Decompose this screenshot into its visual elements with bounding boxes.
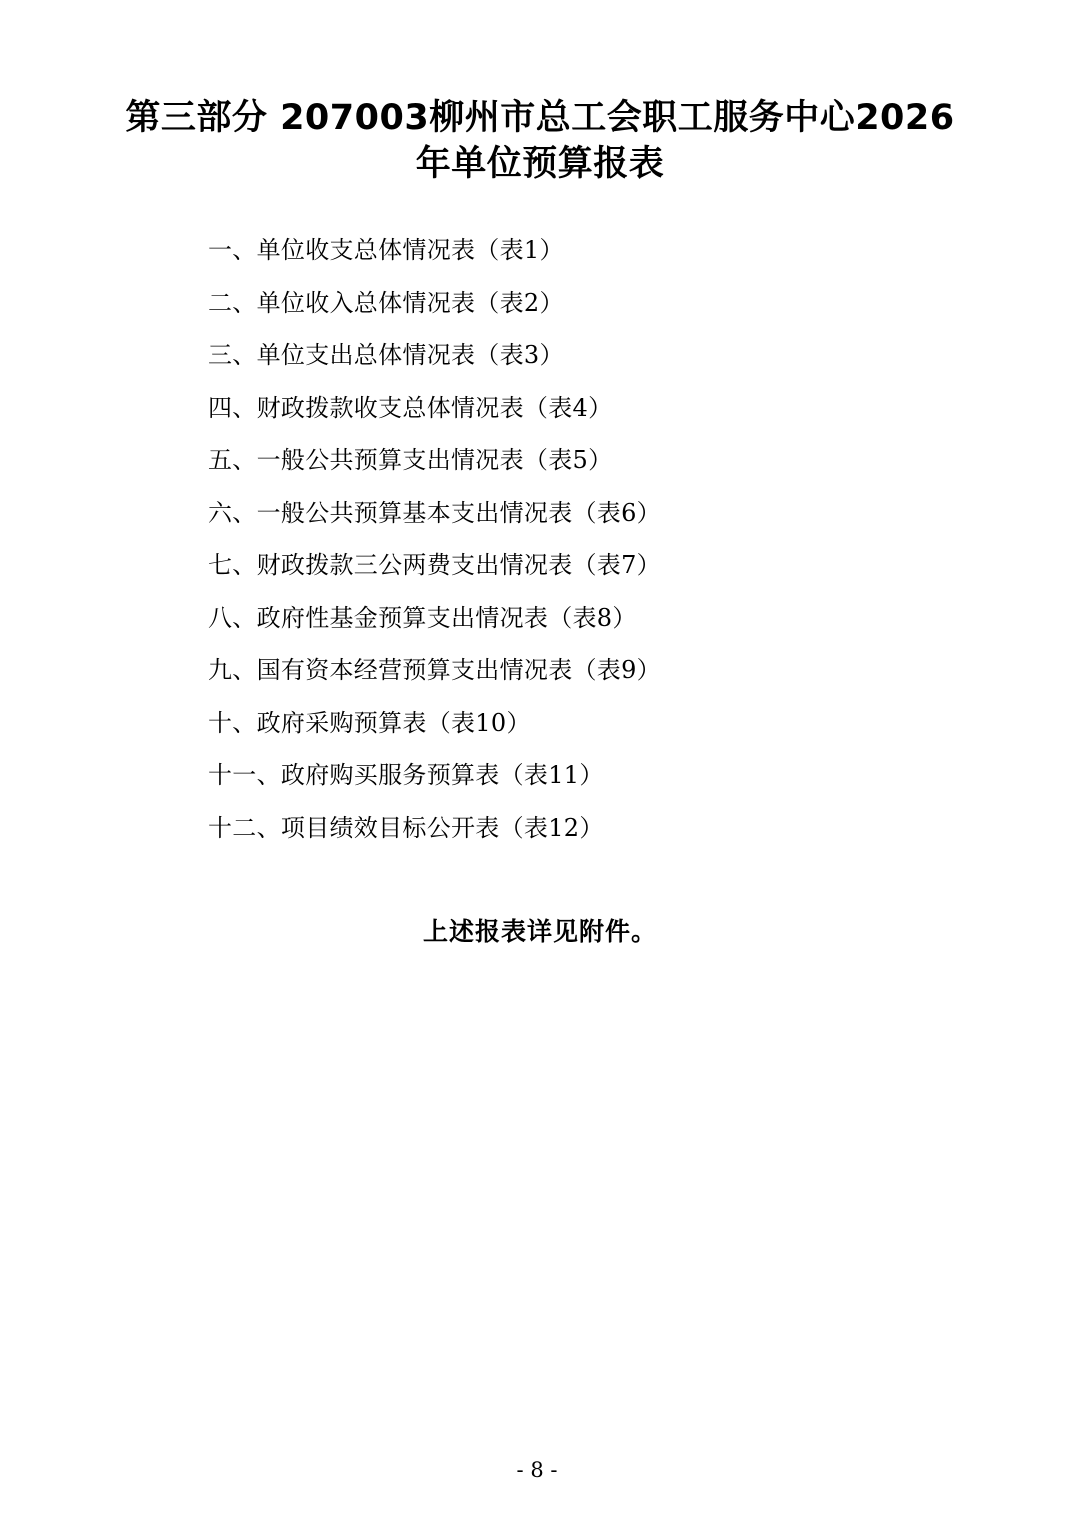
toc-item-11: 十一、政府购买服务预算表（表11） bbox=[208, 761, 604, 789]
toc-item-9: 九、国有资本经营预算支出情况表（表9） bbox=[208, 656, 661, 684]
toc-item-1: 一、单位收支总体情况表（表1） bbox=[208, 236, 564, 264]
closing-note: 上述报表详见附件。 bbox=[422, 917, 657, 946]
toc-item-5: 五、一般公共预算支出情况表（表5） bbox=[208, 446, 613, 474]
toc-item-3: 三、单位支出总体情况表（表3） bbox=[208, 341, 564, 369]
page-title: 第三部分 207003柳州市总工会职工服务中心2026年单位预算报表 bbox=[125, 98, 955, 185]
toc-item-2: 二、单位收入总体情况表（表2） bbox=[208, 288, 564, 317]
toc-item-8: 八、政府性基金预算支出情况表（表8） bbox=[208, 603, 637, 632]
toc-item-6: 六、一般公共预算基本支出情况表（表6） bbox=[208, 498, 661, 527]
toc-item-4: 四、财政拨款收支总体情况表（表4） bbox=[208, 393, 613, 422]
toc-item-12: 十二、项目绩效目标公开表（表12） bbox=[208, 813, 604, 842]
table-of-contents bbox=[208, 238, 928, 868]
toc-item-10: 十、政府采购预算表（表10） bbox=[208, 708, 531, 737]
toc-item-7: 七、财政拨款三公两费支出情况表（表7） bbox=[208, 551, 661, 579]
page-number: - 8 - bbox=[516, 1458, 558, 1482]
